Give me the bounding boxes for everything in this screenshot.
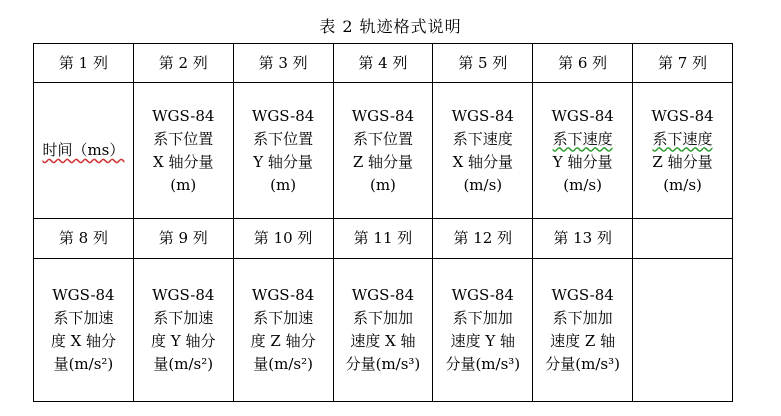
cell-text bbox=[442, 105, 524, 197]
column-header: 第 3 列 bbox=[233, 44, 333, 83]
column-header: 第 13 列 bbox=[533, 219, 633, 259]
table-cell bbox=[34, 83, 134, 219]
empty-cell bbox=[633, 219, 733, 259]
cell-line: 系下速度 bbox=[652, 129, 713, 148]
cell-line: (m/s) bbox=[563, 175, 602, 194]
cell-line: (m) bbox=[270, 175, 297, 194]
cell-text bbox=[242, 105, 324, 197]
cell-line: 度 Y 轴分 bbox=[151, 332, 216, 350]
column-header: 第 8 列 bbox=[34, 219, 134, 259]
column-header: 第 6 列 bbox=[533, 44, 633, 83]
cell-line: 系下加速 bbox=[53, 309, 114, 327]
cell-line: 系下速度 bbox=[552, 129, 613, 148]
cell-line: Z 轴分量 bbox=[352, 152, 414, 171]
cell-line: X 轴分量 bbox=[452, 152, 514, 171]
cell-line: (m/s) bbox=[663, 175, 702, 194]
column-header: 第 9 列 bbox=[133, 219, 233, 259]
column-header: 第 11 列 bbox=[333, 219, 433, 259]
column-header: 第 7 列 bbox=[633, 44, 733, 83]
table-cell bbox=[34, 259, 134, 402]
cell-line: 系下位置 bbox=[253, 129, 314, 148]
cell-line: 度 Z 轴分 bbox=[250, 332, 316, 350]
table-cell bbox=[233, 83, 333, 219]
table-cell bbox=[233, 259, 333, 402]
cell-line: Y 轴分量 bbox=[552, 152, 613, 171]
column-header: 第 4 列 bbox=[333, 44, 433, 83]
table-caption: 表 2 轨迹格式说明 bbox=[319, 17, 462, 36]
cell-text bbox=[242, 284, 324, 376]
cell-line: WGS-84 bbox=[551, 286, 614, 304]
cell-line: 系下加速 bbox=[153, 309, 214, 327]
cell-text bbox=[542, 105, 624, 197]
column-header: 第 1 列 bbox=[34, 44, 134, 83]
cell-text bbox=[342, 284, 424, 376]
table-cell bbox=[633, 83, 733, 219]
cell-line: 速度 X 轴 bbox=[350, 332, 416, 350]
cell-line: WGS-84 bbox=[451, 286, 514, 304]
cell-text bbox=[42, 139, 124, 162]
cell-line: (m) bbox=[369, 175, 396, 194]
table-cell bbox=[533, 83, 633, 219]
table-row bbox=[34, 44, 733, 83]
table-cell bbox=[433, 259, 533, 402]
column-header: 第 5 列 bbox=[433, 44, 533, 83]
table-row bbox=[34, 259, 733, 402]
cell-text bbox=[642, 105, 724, 197]
cell-line: WGS-84 bbox=[651, 106, 714, 125]
table-cell bbox=[133, 259, 233, 402]
cell-line: (m) bbox=[170, 175, 197, 194]
table-cell bbox=[133, 83, 233, 219]
cell-line: 速度 Y 轴 bbox=[450, 332, 516, 350]
cell-text bbox=[142, 105, 224, 197]
table-cell bbox=[333, 259, 433, 402]
cell-line: 系下加加 bbox=[352, 309, 413, 327]
cell-text bbox=[442, 284, 524, 376]
cell-line: WGS-84 bbox=[52, 286, 115, 304]
cell-line: 系下加速 bbox=[253, 309, 314, 327]
cell-line: Y 轴分量 bbox=[253, 152, 313, 171]
cell-line: 系下加加 bbox=[552, 309, 613, 327]
cell-line: WGS-84 bbox=[152, 106, 215, 125]
table-cell bbox=[333, 83, 433, 219]
cell-line: Z 轴分量 bbox=[652, 152, 713, 171]
column-header: 第 12 列 bbox=[433, 219, 533, 259]
table-cell bbox=[433, 83, 533, 219]
column-header: 第 2 列 bbox=[133, 44, 233, 83]
cell-line: (m/s) bbox=[463, 175, 503, 194]
cell-line: 分量(m/s³) bbox=[445, 355, 521, 373]
cell-text bbox=[342, 105, 424, 197]
trajectory-format-table bbox=[33, 43, 733, 402]
cell-line: WGS-84 bbox=[451, 106, 514, 125]
cell-line: WGS-84 bbox=[551, 106, 614, 125]
cell-line: WGS-84 bbox=[351, 106, 415, 125]
empty-cell bbox=[633, 259, 733, 402]
cell-line: 量(m/s²) bbox=[153, 355, 214, 373]
cell-line: 系下位置 bbox=[153, 129, 214, 148]
cell-line: WGS-84 bbox=[251, 106, 315, 125]
cell-line: 系下位置 bbox=[352, 129, 413, 148]
cell-line: 时间（ms） bbox=[42, 141, 125, 159]
cell-line: 分量(m/s³) bbox=[345, 355, 421, 373]
cell-line: 量(m/s²) bbox=[253, 355, 313, 373]
cell-text bbox=[542, 284, 624, 376]
cell-line: 速度 Z 轴 bbox=[550, 332, 616, 350]
cell-line: 量(m/s²) bbox=[53, 355, 114, 373]
column-header: 第 10 列 bbox=[233, 219, 333, 259]
cell-line: WGS-84 bbox=[351, 286, 415, 304]
cell-line: X 轴分量 bbox=[153, 152, 214, 171]
table-row bbox=[34, 83, 733, 219]
cell-line: 系下速度 bbox=[452, 129, 513, 148]
cell-line: 度 X 轴分 bbox=[50, 332, 117, 350]
cell-text bbox=[42, 284, 124, 376]
table-row bbox=[34, 219, 733, 259]
cell-line: WGS-84 bbox=[152, 286, 215, 304]
cell-line: 系下加加 bbox=[452, 309, 513, 327]
cell-text bbox=[142, 284, 224, 376]
cell-line: WGS-84 bbox=[251, 286, 315, 304]
table-cell bbox=[533, 259, 633, 402]
cell-line: 分量(m/s³) bbox=[545, 355, 620, 373]
